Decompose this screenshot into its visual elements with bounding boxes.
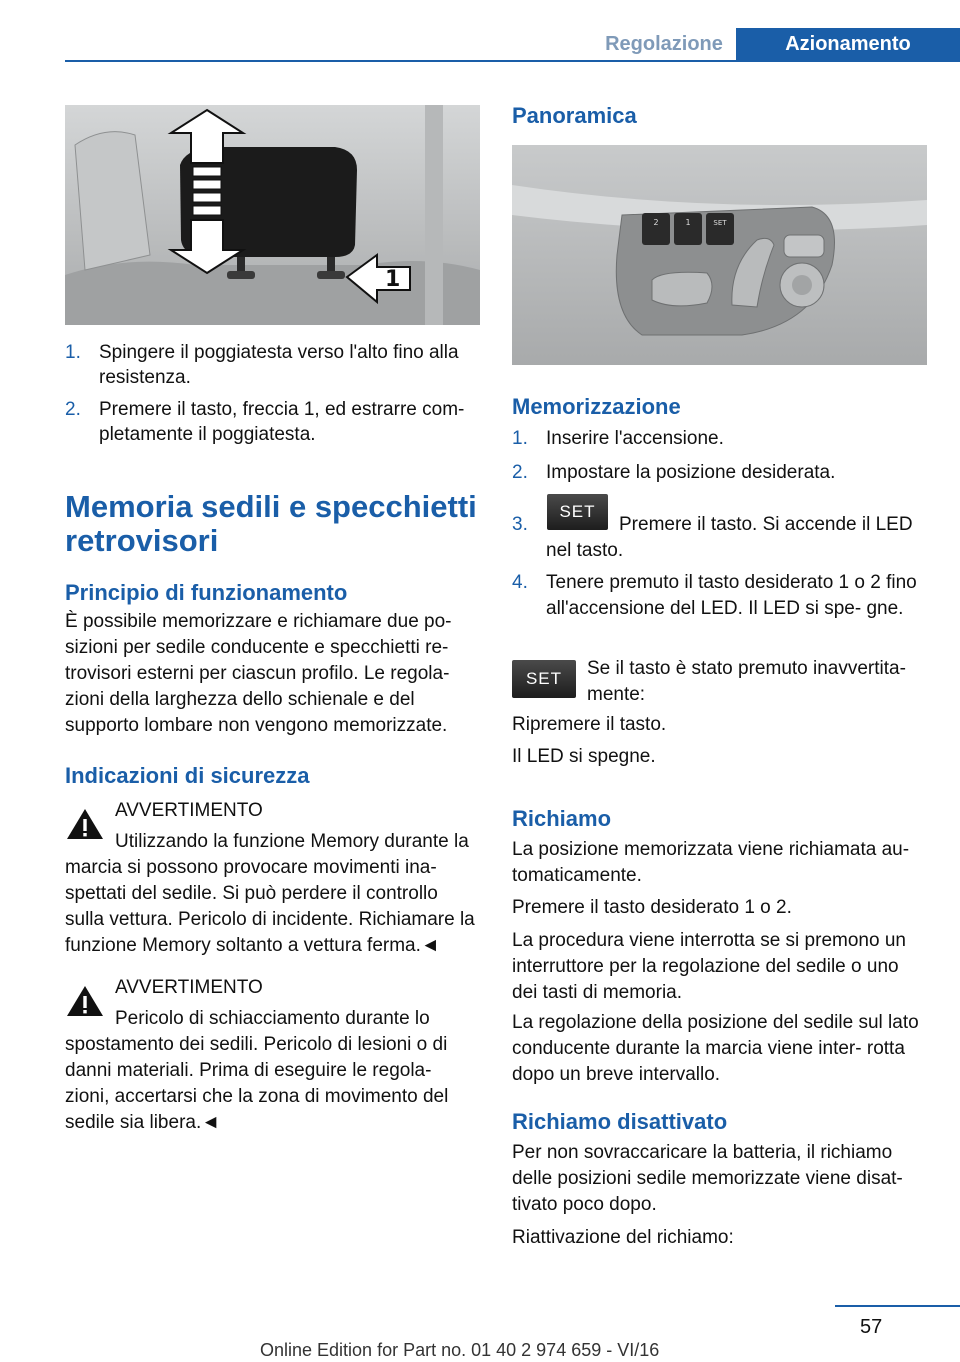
tab-regolazione[interactable]: Regolazione — [592, 28, 736, 60]
list-item: 2. Premere il tasto, freccia 1, ed estrarre com- pletamente il poggiatesta. — [65, 399, 465, 445]
sicurezza-heading: Indicazioni di sicurezza — [65, 763, 310, 788]
warning-text: Utilizzando la funzione Memory durante la marcia si possono provocare movimenti ina- spettati del sedile. Si può perdere il controllo sulla vettura. Pericolo di incidente. Richiamare la funzione Memory soltanto a vettura ferma.◄ — [65, 831, 475, 956]
panoramica-heading: Panoramica — [512, 103, 637, 128]
disattivato-paragraph: Riattivazione del richiamo: — [512, 1227, 734, 1248]
footer-divider — [835, 1305, 960, 1307]
memory-button-1-label: 1 — [685, 218, 691, 227]
figure-callout-1: 1 — [385, 267, 401, 292]
memory-button-2-label: 2 — [653, 218, 659, 227]
step-4-text: Tenere premuto il tasto desiderato 1 o 2 fino all'accensione del LED. Il LED si spe- gne. — [546, 572, 917, 619]
led-text: Il LED si spegne. — [512, 746, 656, 767]
note-text: Se il tasto è stato premuto inavvertita- mente: — [587, 658, 906, 705]
principio-text: È possibile memorizzare e richiamare due po- sizioni per sedile conducente e specchietti re- trovisori esterni per ciascun profilo. Le regola- zioni della larghezza dello schienale e del supporto lombare non vengono memorizzate. — [65, 611, 452, 736]
step-3-number: 3. — [512, 514, 528, 535]
memorizzazione-heading: Memorizzazione — [512, 394, 681, 419]
principio-heading: Principio di funzionamento — [65, 580, 348, 605]
headrest-figure — [65, 105, 480, 325]
richiamo-paragraph: Premere il tasto desiderato 1 o 2. — [512, 897, 792, 918]
warning-text: Pericolo di schiacciamento durante lo spostamento dei sedili. Pericolo di lesioni o di danni materiali. Prima di eseguire le regola- zioni, accertarsi che la zona di movimento del sedile sia libera.◄ — [65, 1008, 449, 1133]
edition-text: Online Edition for Part no. 01 40 2 974 659 - VI/16 — [260, 1340, 660, 1360]
set-button-label: SET — [713, 219, 727, 227]
warning-label: AVVERTIMENTO — [115, 800, 263, 821]
removal-steps-list — [65, 340, 480, 454]
step-3-text: Premere il tasto. Si accende il LED nel tasto. — [546, 514, 913, 561]
richiamo-paragraph: La posizione memorizzata viene richiamata au- tomaticamente. — [512, 839, 910, 886]
disattivato-paragraph: Per non sovraccaricare la batteria, il richiamo delle posizioni sedile memorizzate viene disat- tivato poco dopo. — [512, 1142, 903, 1215]
page-number: 57 — [860, 1316, 883, 1338]
disattivato-heading: Richiamo disattivato — [512, 1109, 728, 1134]
list-item: 2. Impostare la posizione desiderata. — [512, 462, 836, 483]
list-item: 1. Inserire l'accensione. — [512, 428, 724, 449]
richiamo-paragraph: La regolazione della posizione del sedile sul lato conducente durante la marcia viene inter- rotta dopo un breve intervallo. — [512, 1012, 919, 1085]
tab-azionamento[interactable]: Azionamento — [736, 28, 960, 60]
list-item: 1. Spingere il poggiatesta verso l'alto fino alla resistenza. — [65, 342, 459, 388]
richiamo-paragraph: La procedura viene interrotta se si premono un interruttore per la regolazione del sedile o uno dei tasti di memoria. — [512, 930, 906, 1003]
set-button: SET — [547, 494, 608, 530]
step-4-number: 4. — [512, 572, 528, 593]
warning-label: AVVERTIMENTO — [115, 977, 263, 998]
set-button: SET — [512, 660, 576, 698]
memorizzazione-steps-list — [512, 426, 927, 494]
seat-controls-figure — [512, 145, 927, 365]
header-divider — [65, 60, 960, 62]
section-title: Memoria sedili e specchietti retrovisori — [65, 489, 477, 558]
ripremere-text: Ripremere il tasto. — [512, 714, 667, 735]
richiamo-heading: Richiamo — [512, 806, 612, 831]
